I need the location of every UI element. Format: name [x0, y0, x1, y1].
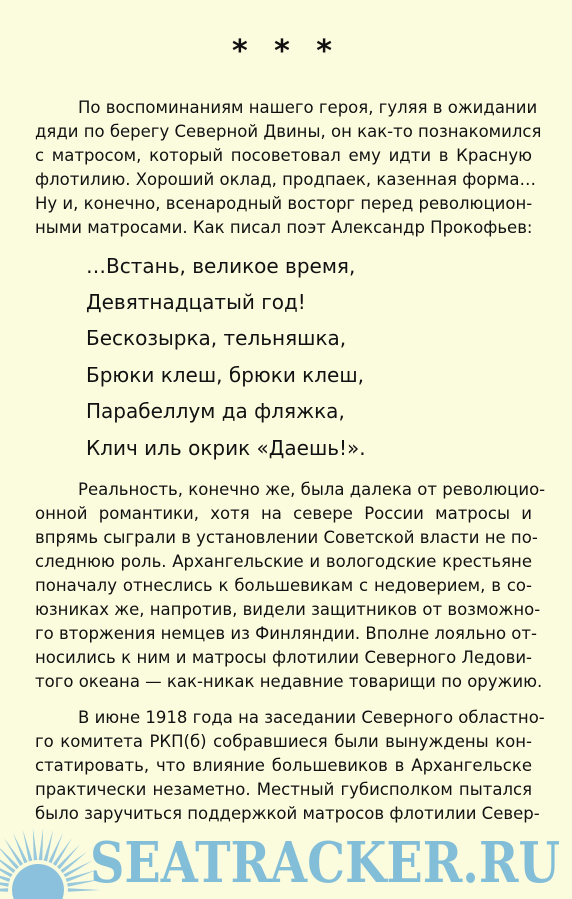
poem-line: Бескозырка, тельняшка, [86, 326, 347, 350]
text-line: ными матросами. Как писал поэт Александр Прокофьев: [35, 218, 533, 237]
text-line: с матросом, который посоветовал ему идти в Красную [35, 146, 532, 165]
poem-line: Клич иль окрик «Даешь!». [86, 436, 366, 460]
text-line: дяди по берегу Северной Двины, он как-то познакомился [35, 122, 542, 141]
text-line: го комитета РКП(б) собравшиеся были вынуждены кон- [35, 732, 532, 751]
sun-ray [39, 828, 43, 860]
text-line: го вторжения немцев из Финляндии. Вполне лояльно от- [35, 624, 537, 643]
poem-line: …Встань, великое время, [86, 254, 356, 278]
sun-ray [0, 888, 8, 892]
text-line: онной романтики, хотя на севере России матросы и [35, 504, 532, 523]
sun-icon [0, 828, 100, 899]
sun-ray [33, 828, 37, 860]
watermark-graphic [0, 812, 572, 899]
text-line: было заручиться поддержкой матросов флотилии Север- [35, 804, 540, 823]
poem-line: Девятнадцатый год! [86, 290, 306, 314]
text-line: Ну и, конечно, всенародный восторг перед революцион- [35, 194, 533, 213]
watermark-text: SEATRACKER.RU [90, 830, 560, 896]
text-line: флотилию. Хороший оклад, продпаек, казенная форма… [35, 170, 536, 189]
text-line: В июне 1918 года на заседании Северного областно- [78, 708, 545, 727]
text-line: того океана — как-никак недавние товарищи по оружию. [35, 672, 543, 691]
section-separator: * * * [232, 34, 340, 69]
text-line: поначалу отнеслись к большевикам с недоверием, в со- [35, 576, 532, 595]
text-line: юзниках же, напротив, видели защитников от возможно- [35, 600, 541, 619]
text-line: впрямь сыграли в установлении Советской власти не по- [35, 528, 538, 547]
text-line: носились к ним и матросы флотилии Северного Ледови- [35, 648, 532, 667]
text-line: практически незаметно. Местный губисполком пытался [35, 780, 532, 799]
text-line: По воспоминаниям нашего героя, гуляя в ожидании [78, 98, 538, 117]
sun-ray [13, 833, 28, 863]
text-line: статировать, что влияние большевиков в Архангельске [35, 756, 532, 775]
text-line: Реальность, конечно же, была далека от революцио- [78, 480, 546, 499]
sun-ray [48, 833, 63, 863]
watermark [0, 812, 572, 899]
poem-line: Брюки клеш, брюки клеш, [86, 363, 364, 387]
poem-line: Парабеллум да фляжка, [86, 399, 345, 423]
sun-ray [64, 861, 93, 878]
text-line: следнюю роль. Архангельские и вологодские крестьяне [35, 552, 532, 571]
